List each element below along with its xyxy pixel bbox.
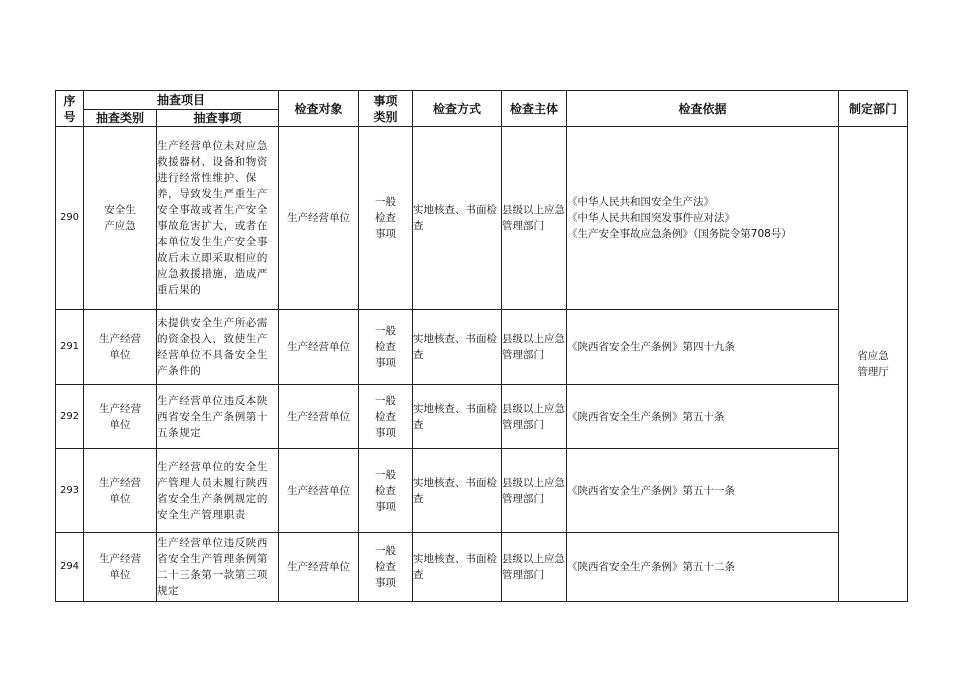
row-category: 生产经营单位	[84, 533, 157, 602]
row-category: 安全生产应急	[84, 127, 157, 310]
header-dept: 制定部门	[839, 91, 908, 127]
row-type: 一般检查事项	[359, 533, 413, 602]
row-object: 生产经营单位	[279, 310, 359, 385]
row-no: 290	[56, 127, 84, 310]
basis-line: 《陕西省安全生产条例》第四十九条	[567, 341, 736, 353]
row-no: 293	[56, 449, 84, 533]
row-category: 生产经营单位	[84, 310, 157, 385]
basis-line: 《陕西省安全生产条例》第五十条	[567, 410, 725, 423]
row-item: 生产经营单位未对应急救援器材、设备和物资进行经常性维护、保养，导致发生严重生产安全事故或者生产安全事故危害扩大，或者在本单位发生生产安全事故后未立即采取相应的应急救援措施，造成严重后果的	[157, 127, 279, 310]
row-method: 实地核查、书面检查	[413, 127, 502, 310]
row-object: 生产经营单位	[279, 385, 359, 449]
row-subject: 县级以上应急管理部门	[502, 449, 567, 533]
table-row	[56, 310, 908, 385]
header-category: 抽查类别	[84, 110, 157, 127]
row-object: 生产经营单位	[279, 449, 359, 533]
row-type: 一般检查事项	[359, 385, 413, 449]
basis-line: 《中华人民共和国安全生产法》	[567, 196, 715, 208]
header-object: 检查对象	[279, 91, 359, 127]
row-method: 实地核查、书面检查	[413, 385, 502, 449]
row-item: 生产经营单位的安全生产管理人员未履行陕西省安全生产条例规定的安全生产管理职责	[157, 449, 279, 533]
basis-line: 《中华人民共和国突发事件应对法》	[567, 212, 736, 224]
row-basis	[567, 449, 839, 533]
row-item: 未提供安全生产所必需的资金投入，致使生产经营单位不具备安全生产条件的	[157, 310, 279, 385]
row-type: 一般检查事项	[359, 449, 413, 533]
header-method: 检查方式	[413, 91, 502, 127]
header-group: 抽查项目	[84, 91, 279, 110]
basis-line: 《陕西省安全生产条例》第五十二条	[567, 561, 736, 573]
table-row	[56, 385, 908, 449]
row-subject: 县级以上应急管理部门	[502, 533, 567, 602]
row-basis	[567, 533, 839, 602]
row-category: 生产经营单位	[84, 385, 157, 449]
row-basis	[567, 127, 839, 310]
header-basis: 检查依据	[567, 91, 839, 127]
row-object: 生产经营单位	[279, 533, 359, 602]
row-subject: 县级以上应急管理部门	[502, 385, 567, 449]
row-no: 291	[56, 310, 84, 385]
dept-value: 省应急管理厅	[857, 350, 889, 378]
row-type: 一般检查事项	[359, 127, 413, 310]
row-item: 生产经营单位违反本陕西省安全生产条例第十五条规定	[157, 385, 279, 449]
header-no: 序号	[56, 91, 84, 127]
row-subject: 县级以上应急管理部门	[502, 127, 567, 310]
row-method: 实地核查、书面检查	[413, 449, 502, 533]
dept-cell	[839, 127, 908, 602]
table-row	[56, 127, 908, 310]
row-no: 292	[56, 385, 84, 449]
basis-line: 《生产安全事故应急条例》（国务院令第708号）	[567, 228, 792, 240]
row-item: 生产经营单位违反陕西省安全生产管理条例第二十三条第一款第三项规定	[157, 533, 279, 602]
row-basis	[567, 310, 839, 385]
row-basis	[567, 385, 839, 449]
row-method: 实地核查、书面检查	[413, 310, 502, 385]
row-object: 生产经营单位	[279, 127, 359, 310]
header-type: 事项类别	[359, 91, 413, 127]
table-row	[56, 533, 908, 602]
row-subject: 县级以上应急管理部门	[502, 310, 567, 385]
inspection-table	[55, 90, 908, 602]
basis-line: 《陕西省安全生产条例》第五十一条	[567, 484, 736, 497]
row-category: 生产经营单位	[84, 449, 157, 533]
header-item: 抽查事项	[157, 110, 279, 127]
header-subject: 检查主体	[502, 91, 567, 127]
row-method: 实地核查、书面检查	[413, 533, 502, 602]
header-row	[56, 91, 908, 110]
row-type: 一般检查事项	[359, 310, 413, 385]
row-no: 294	[56, 533, 84, 602]
table-row	[56, 449, 908, 533]
